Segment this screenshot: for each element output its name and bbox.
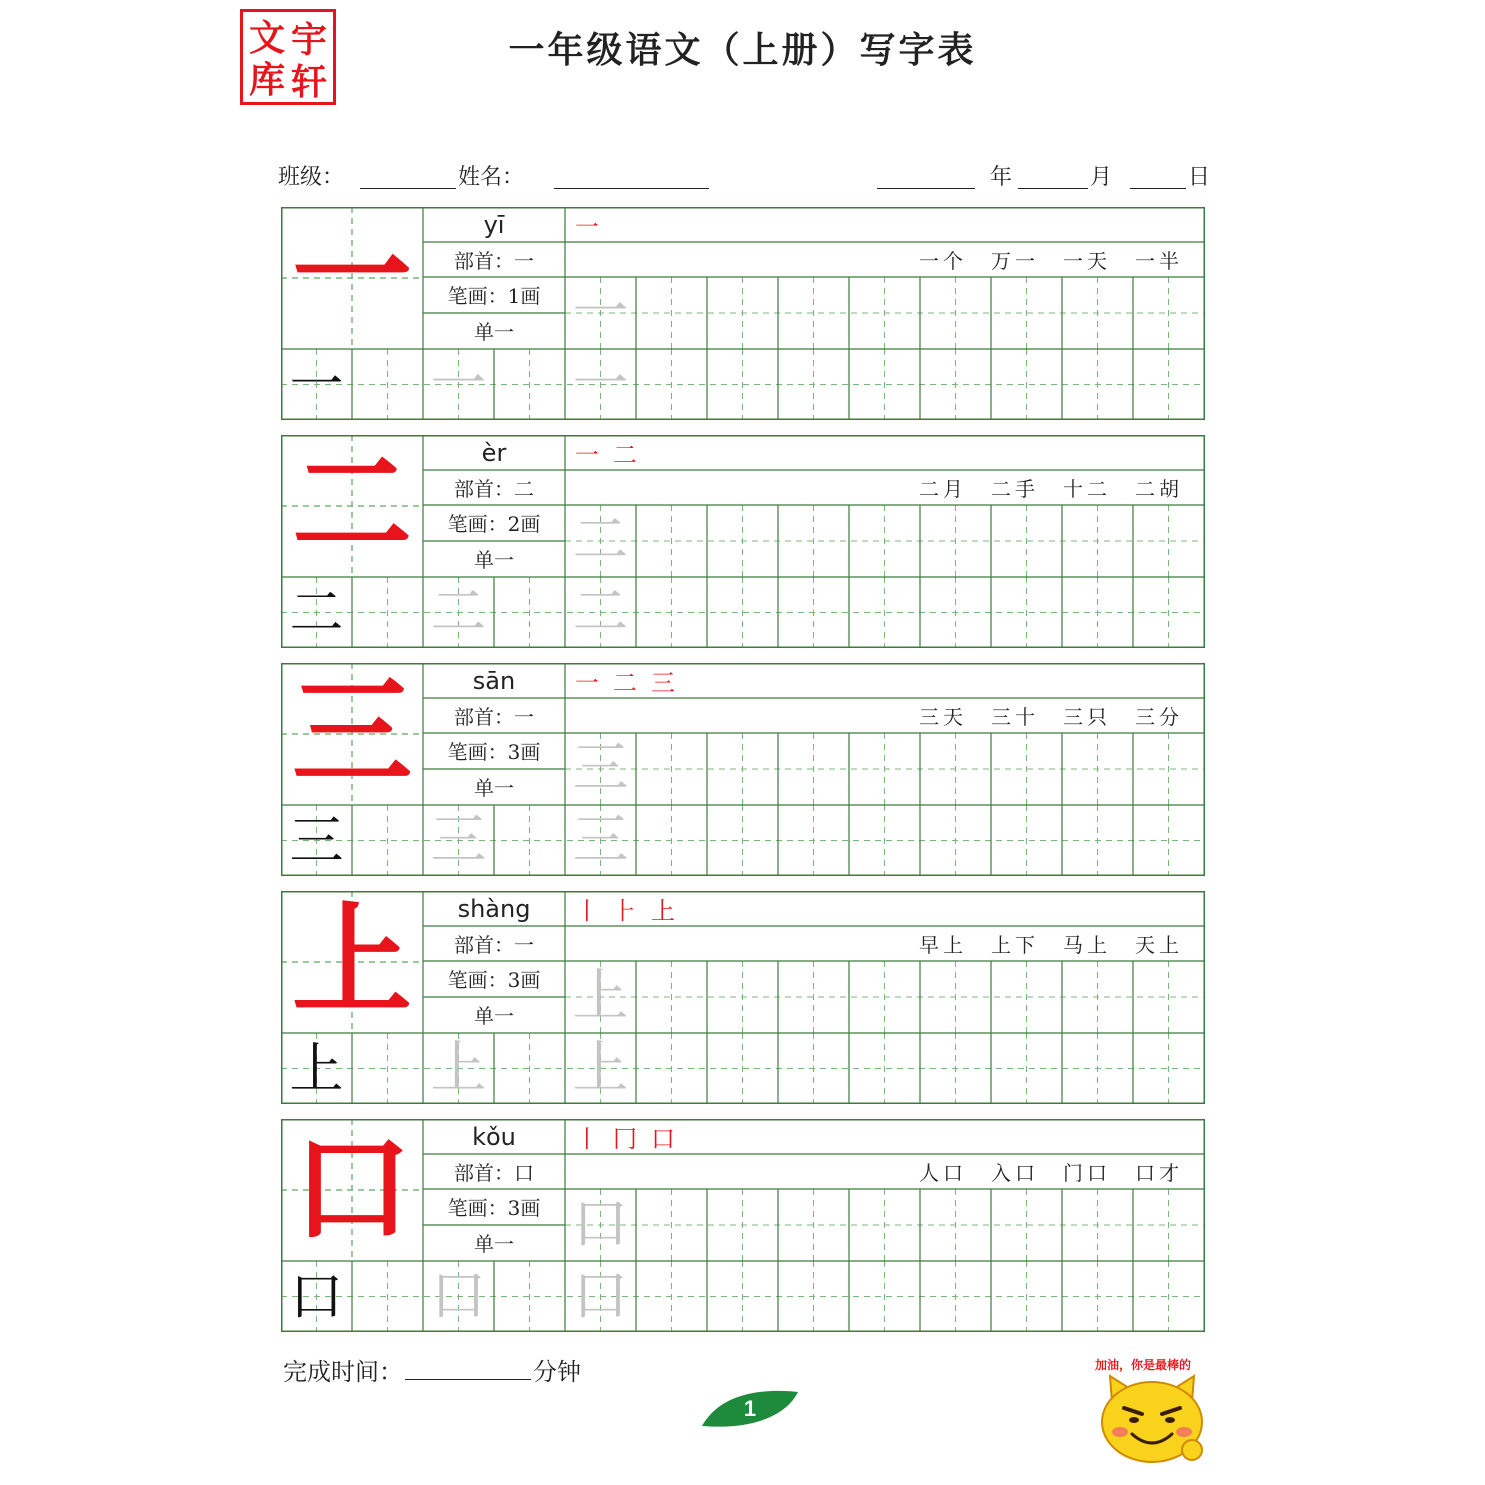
trace-character: 三 [572, 735, 629, 801]
print-character: 三 [289, 808, 344, 872]
year-label: 年 [990, 165, 1013, 190]
stroke-order [575, 435, 637, 470]
stroke-order [575, 891, 675, 926]
page-title: 一年级语文（上册）写字表 [508, 29, 977, 71]
structure: 单一 [474, 1004, 514, 1028]
vocab-word: 上下 [991, 933, 1039, 957]
vocab-word: 三分 [1135, 705, 1183, 729]
character-block [281, 435, 1205, 648]
stroke-step: 二 [613, 669, 637, 697]
time-field[interactable] [405, 1361, 531, 1380]
stroke-step: 冂 [613, 1125, 637, 1153]
vocab-word: 三天 [919, 705, 967, 729]
class-label: 班级： [278, 165, 345, 190]
trace-character: 三 [572, 807, 629, 873]
vocab-word: 三十 [991, 705, 1039, 729]
day-label: 日 [1188, 165, 1211, 190]
character-block [281, 207, 1205, 420]
vocab-word: 人口 [919, 1161, 967, 1185]
stamp-char: 宇 [291, 19, 328, 61]
stamp-char: 文 [249, 17, 286, 59]
student-info-row [278, 160, 1211, 194]
vocab-word: 三只 [1063, 705, 1111, 729]
stroke-step: 丨 [575, 897, 599, 925]
month-field[interactable] [1018, 188, 1088, 189]
stroke-step: 三 [651, 669, 675, 697]
print-character: 上 [289, 1036, 344, 1100]
stroke-count: 笔画：2画 [447, 512, 541, 536]
stroke-step: 一 [575, 213, 599, 241]
stroke-step: 丨 [575, 1125, 599, 1153]
vocab-word: 二月 [919, 477, 967, 501]
stamp-char: 轩 [291, 61, 328, 103]
stamp-char: 库 [249, 59, 286, 101]
trace-character: 二 [430, 579, 487, 645]
stroke-count: 笔画：3画 [447, 1196, 541, 1220]
model-character: 一 [292, 208, 412, 347]
minute-label: 分钟 [533, 1358, 581, 1386]
vocab-word: 马上 [1063, 933, 1111, 957]
class-field[interactable] [360, 188, 456, 189]
character-block [281, 1119, 1205, 1332]
trace-character: 口 [572, 1263, 629, 1329]
trace-character: 口 [430, 1263, 487, 1329]
cheer-text: 加油，你是最棒的 [1095, 1358, 1192, 1372]
month-label: 月 [1090, 165, 1113, 190]
character-block [281, 891, 1205, 1104]
pinyin: kǒu [472, 1122, 516, 1151]
model-character: 口 [292, 1120, 412, 1259]
print-character: 二 [289, 580, 344, 644]
radical: 部首：一 [454, 933, 534, 957]
structure: 单一 [474, 320, 514, 344]
stroke-step: 二 [613, 441, 637, 469]
structure: 单一 [474, 776, 514, 800]
name-label: 姓名： [458, 165, 525, 190]
pinyin: sān [472, 666, 516, 695]
radical: 部首：一 [454, 249, 534, 273]
vocab-word: 门口 [1063, 1161, 1111, 1185]
year-field[interactable] [877, 188, 975, 189]
radical: 部首：一 [454, 705, 534, 729]
stroke-step: 口 [651, 1125, 675, 1153]
vocabulary-words [919, 926, 1183, 961]
vocab-word: 二手 [991, 477, 1039, 501]
stroke-step: 上 [651, 897, 675, 925]
day-field[interactable] [1130, 188, 1186, 189]
stroke-count: 笔画：3画 [447, 740, 541, 764]
print-character: 一 [289, 352, 344, 416]
pinyin: shàng [457, 894, 531, 923]
stroke-order [575, 1119, 675, 1154]
trace-character: 上 [572, 1035, 629, 1101]
trace-character: 三 [430, 807, 487, 873]
radical: 部首：二 [454, 477, 534, 501]
trace-character: 口 [572, 1191, 629, 1257]
stroke-step: 一 [575, 669, 599, 697]
cat-mascot-icon [1098, 1372, 1206, 1472]
page-number: 1 [743, 1396, 757, 1421]
vocab-word: 一半 [1135, 249, 1183, 273]
model-character: 三 [292, 664, 412, 803]
vocab-word: 十二 [1063, 477, 1111, 501]
stroke-count: 笔画：1画 [447, 284, 541, 308]
stroke-order [575, 207, 599, 242]
vocab-word: 一个 [919, 249, 967, 273]
name-field[interactable] [554, 188, 709, 189]
vocab-word: 早上 [919, 933, 967, 957]
trace-character: 一 [572, 351, 629, 417]
vocab-word: 口才 [1135, 1161, 1183, 1185]
stroke-order [575, 663, 675, 698]
stroke-count: 笔画：3画 [447, 968, 541, 992]
vocab-word: 二胡 [1135, 477, 1183, 501]
character-block [281, 663, 1205, 876]
trace-character: 一 [430, 351, 487, 417]
trace-character: 二 [572, 507, 629, 573]
vocabulary-words [919, 470, 1183, 505]
model-character: 二 [292, 436, 412, 575]
vocab-word: 一天 [1063, 249, 1111, 273]
vocabulary-words [919, 1154, 1183, 1189]
vocabulary-words [919, 242, 1183, 277]
radical: 部首：口 [454, 1161, 534, 1185]
structure: 单一 [474, 1232, 514, 1256]
vocab-word: 万一 [991, 249, 1039, 273]
structure: 单一 [474, 548, 514, 572]
pinyin: èr [481, 438, 507, 467]
model-character: 上 [292, 892, 412, 1031]
vocab-word: 入口 [991, 1161, 1039, 1185]
vocabulary-words [919, 698, 1183, 733]
trace-character: 二 [572, 579, 629, 645]
trace-character: 上 [572, 963, 629, 1029]
time-label: 完成时间： [283, 1358, 403, 1386]
stroke-step: ⺊ [613, 897, 637, 925]
trace-character: 一 [572, 279, 629, 345]
stroke-step: 一 [575, 441, 599, 469]
vocab-word: 天上 [1135, 933, 1183, 957]
pinyin: yī [483, 210, 505, 239]
completion-time [283, 1352, 581, 1387]
print-character: 口 [289, 1264, 344, 1328]
trace-character: 上 [430, 1035, 487, 1101]
